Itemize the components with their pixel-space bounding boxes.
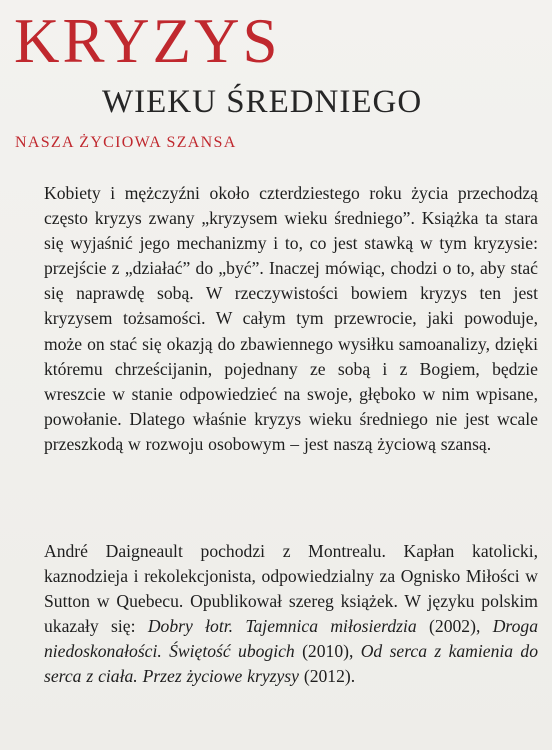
author-bio-paragraph	[44, 539, 538, 690]
book-title-1: Dobry łotr. Tajemnica miłosierdzia	[147, 616, 417, 637]
book-tagline: NASZA ŻYCIOWA SZANSA	[15, 134, 237, 151]
author-bio-intro: André Daigneault pochodzi z Montrealu. Kapłan katolicki, kaznodzieja i rekolekcjonista, odpowiedzialny za Ognisko Miłości w Sutton w Quebecu. Opublikował szereg książek. W języku polskim ukazały się:	[44, 541, 538, 637]
book-title: KRYZYS	[14, 6, 281, 76]
book-year-1: (2002),	[416, 616, 493, 637]
description-paragraph: Kobiety i mężczyźni około czterdziestego roku życia przechodzą często kryzys zwany „kryzysem wieku średniego”. Książka ta stara się wyjaśnić jego mechanizmy i to, co jest stawką w tym kryzysie: przejście z „działać” do „być”. Inaczej mówiąc, chodzi o to, aby stać się naprawdę sobą. W rzeczywistości bowiem kryzys ten jest kryzysem tożsamości. W całym tym przewrocie, jaki powoduje, może on stać się okazją do zbawiennego wysiłku samoanalizy, dzięki któremu chrześcijanin, pojednany ze sobą i z Bogiem, będzie wreszcie w stanie odpowiedzieć na swoje, głęboko w nim wpisane, powołanie. Dlatego właśnie kryzys wieku średniego nie jest wcale przeszkodą w rozwoju osobowym – jest naszą życiową szansą.	[44, 183, 538, 454]
book-year-3: (2012).	[298, 666, 356, 687]
book-description	[44, 181, 538, 457]
author-bio	[44, 539, 538, 690]
book-title-3: Od serca z kamienia do serca z ciała. Przez życiowe kryzysy	[44, 641, 538, 687]
book-year-2: (2010),	[294, 641, 361, 662]
book-subtitle: WIEKU ŚREDNIEGO	[102, 84, 423, 120]
book-title-2: Droga niedoskonałości. Świętość ubogich	[44, 616, 538, 662]
